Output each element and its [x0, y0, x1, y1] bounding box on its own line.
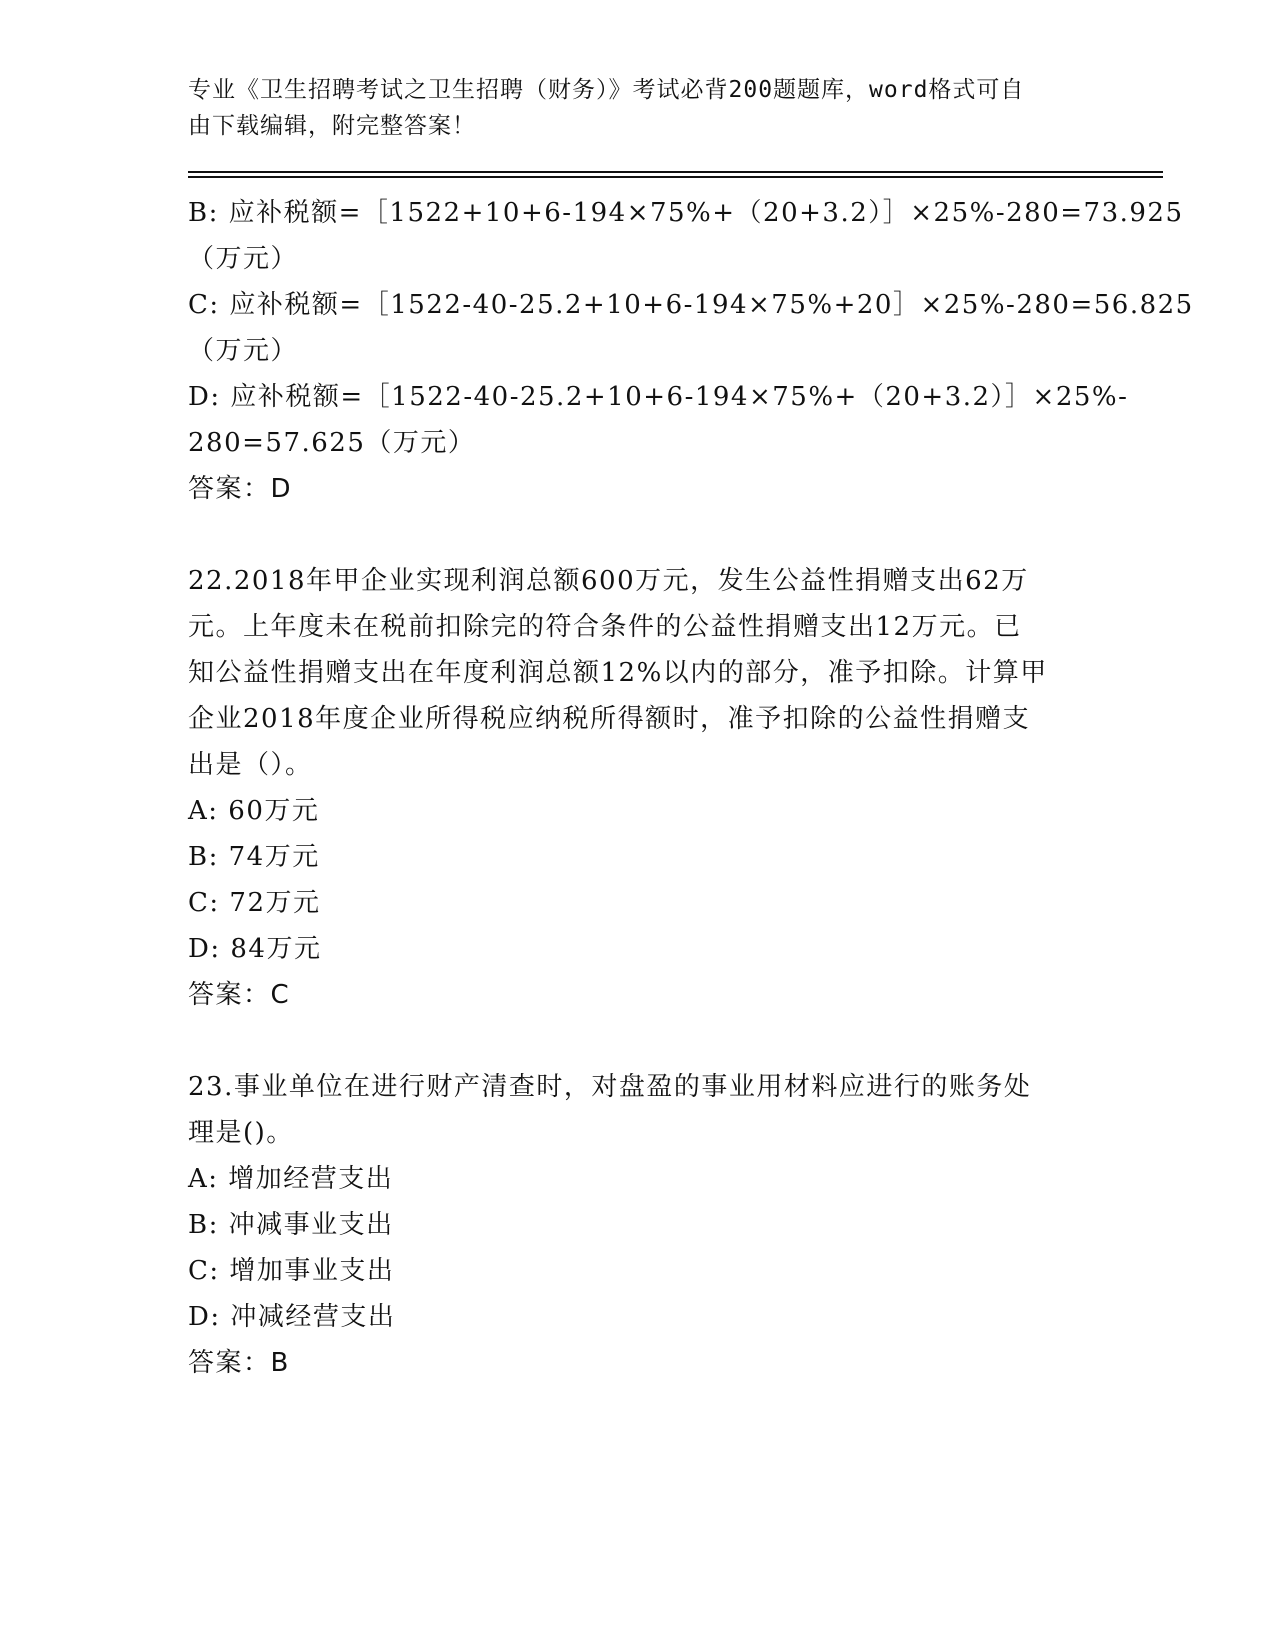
document-body: [188, 190, 1194, 1386]
q22-stem-line-4: 企业2018年度企业所得税应纳税所得额时，准予扣除的公益性捐赠支: [188, 704, 1031, 734]
q22-stem-line-3: 知公益性捐赠支出在年度利润总额12%以内的部分，准予扣除。计算甲: [188, 658, 1048, 688]
q23-option-b: B: 冲减事业支出: [188, 1210, 394, 1240]
spacer: [188, 1018, 1088, 1064]
spacer: [188, 512, 1088, 558]
q22-option-d: D: 84万元: [188, 934, 322, 964]
q22-option-b: B: 74万元: [188, 842, 320, 872]
question-22: [188, 558, 1088, 1018]
question-21-continued: [188, 190, 1194, 512]
question-23: [188, 1064, 1088, 1386]
document-header: [188, 72, 1088, 144]
q22-option-c: C: 72万元: [188, 888, 321, 918]
q21-option-b-line-1: B: 应补税额=［1522+10+6-194×75%+（20+3.2）］×25%-280=73.925: [188, 198, 1184, 228]
q23-stem-line-1: 23.事业单位在进行财产清查时，对盘盈的事业用材料应进行的账务处: [188, 1072, 1032, 1102]
q21-option-d-line-1: D: 应补税额=［1522-40-25.2+10+6-194×75%+（20+3.2）］×25%-: [188, 382, 1129, 412]
q22-stem-line-2: 元。上年度未在税前扣除完的符合条件的公益性捐赠支出12万元。已: [188, 612, 1022, 642]
q22-stem-line-5: 出是（）。: [188, 750, 313, 780]
q23-stem-line-2: 理是()。: [188, 1118, 294, 1148]
q23-option-a: A: 增加经营支出: [188, 1164, 394, 1194]
q21-answer: 答案：D: [188, 474, 293, 504]
q22-option-a: A: 60万元: [188, 796, 320, 826]
q21-option-c-line-1: C: 应补税额=［1522-40-25.2+10+6-194×75%+20］×25%-280=56.825: [188, 290, 1194, 320]
q21-option-d-line-2: 280=57.625（万元）: [188, 428, 476, 458]
q21-option-b-line-2: （万元）: [188, 244, 299, 274]
header-line-1: 专业《卫生招聘考试之卫生招聘（财务）》考试必背200题题库，word格式可自: [188, 77, 1025, 103]
header-line-2: 由下载编辑，附完整答案！: [188, 113, 476, 139]
header-rule-bottom: [188, 176, 1163, 178]
q22-stem-line-1: 22.2018年甲企业实现利润总额600万元，发生公益性捐赠支出62万: [188, 566, 1029, 596]
header-rule-top: [188, 171, 1163, 173]
q23-answer: 答案：B: [188, 1348, 290, 1378]
q23-option-c: C: 增加事业支出: [188, 1256, 395, 1286]
q21-option-c-line-2: （万元）: [188, 336, 299, 366]
q23-option-d: D: 冲减经营支出: [188, 1302, 396, 1332]
q22-answer: 答案：C: [188, 980, 291, 1010]
